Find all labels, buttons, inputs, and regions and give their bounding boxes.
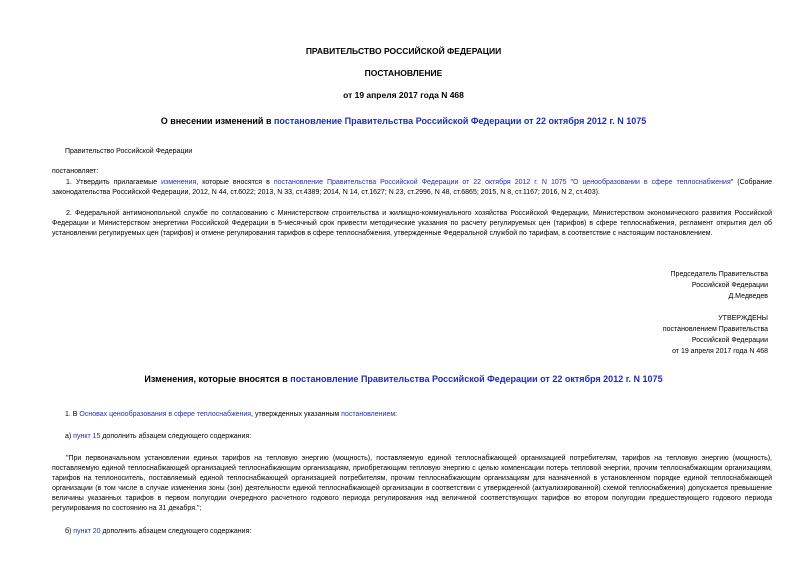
paragraph-2: 2. Федеральной антимонопольной службе по согласованию с Министерством строительства и жилищно-коммунального хозяйства Российской Федерации, Министерством экономического развития Российской Федерации и Министерством энергетики Российской Федерации в 5-месячный срок привести методические указания по расчету регулируемых цен (тарифов) в сфере теплоснабжения, регламент открытия дел об установлении регулируемых цен (тарифов) и отмене регулирования тарифов в сфере теплоснабжения, утвержденные Федеральной службой по тарифам, в соответствие с настоящим постановлением. <box>52 210 772 237</box>
resolution-link[interactable]: постановлением <box>341 411 396 418</box>
government-line: Правительство Российской Федерации <box>65 148 193 155</box>
document-date-number: от 19 апреля 2017 года N 468 <box>343 90 464 100</box>
paragraph-1-text-b: , которые вносятся в <box>196 179 274 186</box>
resolves-line: постановляет: <box>52 168 99 175</box>
change-item-a-text-b: дополнить абзацем следующего содержания: <box>100 433 252 440</box>
changes-title-prefix: Изменения, которые вносятся в <box>144 374 291 384</box>
change-item-1 <box>65 410 397 420</box>
document-title-prefix: О внесении изменений в <box>160 116 274 126</box>
change-item-b-text-b: дополнить абзацем следующего содержания: <box>100 528 252 535</box>
document-title <box>0 116 807 126</box>
changes-link[interactable]: изменения <box>161 179 197 186</box>
signature-country: Российской Федерации <box>691 282 768 289</box>
approval-date: от 19 апреля 2017 года N 468 <box>672 348 768 355</box>
document-title-link[interactable]: постановление Правительства Российской Федерации от 22 октября 2012 г. N 1075 <box>274 116 647 126</box>
change-item-1-text-c: : <box>395 411 398 418</box>
pricing-heat-supply-link[interactable]: О ценообразовании в сфере теплоснабжения <box>573 179 731 186</box>
change-item-b-text-a: б) <box>65 528 74 535</box>
changes-title <box>0 374 807 384</box>
document-type-heading: ПОСТАНОВЛЕНИЕ <box>364 68 443 78</box>
amendment-quote: "При первоначальном установлении единых тарифов на тепловую энергию (мощность), поставляемую единой теплоснабжающей организацией потребителям, тарифов на тепловую энергию (мощность), поставляемую единой теплоснабжающей организацией теплоснабжающим организациям, приобретающим тепловую энергию с целью компенсации потерь тепловой энергии, прочим теплоснабжающим организациям, тарифов на теплоноситель, поставляемый единой теплоснабжающей организацией потребителям, прочим теплоснабжающим организациям для назначенной в установленном порядке единой теплоснабжающей организации (в том числе в случае изменения зоны (зон) деятельности единой теплоснабжающей организации в соответствии с утвержденной (актуализированной) схемой теплоснабжения) допускается превышение величины указанных тарифов в первом полугодии очередного расчетного годового периода регулирования над величиной соответствующих тарифов во втором полугодии предшествующего годового периода регулирования по состоянию на 31 декабря."; <box>52 455 772 512</box>
pricing-basics-link[interactable]: Основах ценообразования в сфере теплоснабжения <box>79 411 252 418</box>
change-item-b <box>65 527 251 537</box>
change-item-1-text-a: 1. В <box>65 411 80 418</box>
government-heading: ПРАВИТЕЛЬСТВО РОССИЙСКОЙ ФЕДЕРАЦИИ <box>305 46 502 56</box>
approval-country: Российской Федерации <box>691 337 768 344</box>
changes-title-link[interactable]: постановление Правительства Российской Федерации от 22 октября 2012 г. N 1075 <box>290 374 663 384</box>
change-item-a <box>65 432 251 442</box>
paragraph-1-text-a: 1. Утвердить прилагаемые <box>66 179 162 186</box>
change-item-1-text-b: , утвержденных указанным <box>251 411 342 418</box>
paragraph-1-text-d: " (Собрание законодательства Российской Федерации, 2012, N 44, ст.6022; 2013, N 33, ст.4389; 2014, N 14, ст.1627; N 23, ст.2996, N 48, ст.6865; 2015, N 8, ст.1167; 2016, N 2, ст.403). <box>52 179 772 196</box>
signature-position: Председатель Правительства <box>670 271 768 278</box>
point-20-link[interactable]: пункт 20 <box>73 528 101 535</box>
paragraph-1-text-c: " <box>566 179 574 186</box>
resolution-1075-link[interactable]: постановление Правительства Российской Федерации от 22 октября 2012 г. N 1075 <box>273 179 567 186</box>
point-15-link[interactable]: пункт 15 <box>73 433 101 440</box>
change-item-a-text-a: а) <box>65 433 74 440</box>
approval-by-resolution: постановлением Правительства <box>662 326 768 333</box>
signature-name: Д.Медведев <box>728 293 768 300</box>
paragraph-1 <box>52 178 772 198</box>
approval-approved: УТВЕРЖДЕНЫ <box>718 315 768 322</box>
